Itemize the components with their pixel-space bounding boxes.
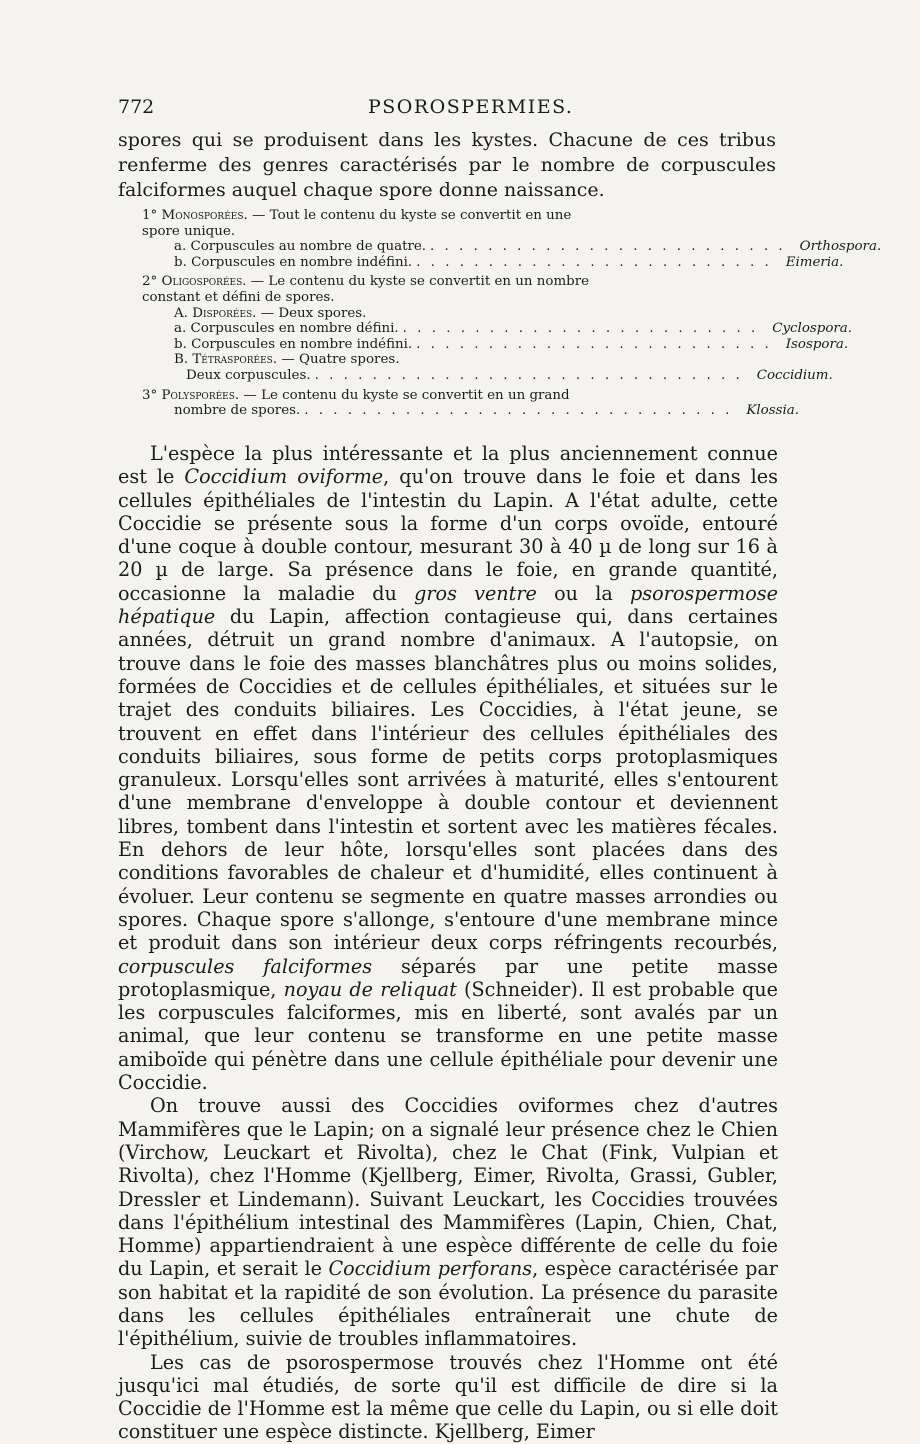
group-number: 2°: [142, 274, 158, 290]
classification-table: [140, 208, 882, 423]
group-name: Monosporées.: [161, 208, 248, 223]
intro-paragraph: [118, 128, 776, 203]
table-row: [140, 254, 844, 271]
leader-dots: . . . . . . . . . . . . . . . . . . . . . . . . .: [416, 336, 772, 352]
subgroup-tetrasporees: B. Tétrasporées. — Quatre spores.: [174, 352, 400, 368]
page-number: 772: [118, 96, 155, 118]
row-label: b. Corpuscules en nombre indéfini.: [174, 336, 413, 352]
genus-name: Isospora.: [785, 336, 849, 352]
table-row: [140, 367, 833, 384]
genus-name: Coccidium.: [756, 367, 833, 383]
leader-dots: . . . . . . . . . . . . . . . . . . . . . . . . .: [430, 239, 786, 255]
group-name: Oligosporées.: [161, 274, 247, 290]
leader-dots: . . . . . . . . . . . . . . . . . . . . . . . . .: [402, 321, 759, 337]
row-label: b. Corpuscules en nombre indéfini.: [174, 254, 413, 270]
group-number: 3°: [142, 387, 158, 403]
genus-name: Cyclospora.: [772, 321, 853, 337]
page-header: [118, 96, 778, 124]
body-text: [118, 442, 778, 1444]
group-oligosporees: [140, 274, 853, 383]
group-description: — Tout le contenu du kyste se convertit en une spore unique.: [142, 208, 572, 239]
group-description: — Le contenu du kyste se convertit en un grand: [243, 387, 570, 403]
table-row: [140, 403, 800, 419]
group-polysporees: [140, 387, 800, 419]
leader-dots: . . . . . . . . . . . . . . . . . . . . . . . . . . . . . .: [314, 367, 743, 383]
subgroup-disporees: A. Disporées. — Deux spores.: [174, 305, 367, 321]
leader-dots: . . . . . . . . . . . . . . . . . . . . . . . . . . . . . .: [304, 403, 733, 419]
running-head: PSOROSPERMIES.: [368, 96, 574, 118]
row-label: Deux corpuscules.: [186, 367, 311, 383]
paragraph-mammiferes: On trouve aussi des Coccidies oviformes chez d'autres Mammifères que le Lapin; on a signalé leur présence chez le Chien (Virchow, Leuckart et Rivolta), chez le Chat (Fink, Vulpian et Rivolta), chez l'Homme (Kjellberg, Eimer, Rivolta, Grassi, Gubler, Dressler et Lindemann). Suivant Leuckart, les Coccidies trouvées dans l'épithélium intestinal des Mammifères (Lapin, Chien, Chat, Homme) appartiendraient à une espèce différente de celle du foie du Lapin, et serait le Coccidium perforans, espèce caractérisée par son habitat et la rapidité de son évolution. La présence du parasite dans les cellules épithéliales entraînerait une chute de l'épithélium, suivie de troubles inflammatoires.: [118, 1094, 778, 1351]
table-row: [140, 321, 853, 337]
group-monosporees: [140, 208, 882, 270]
table-row: [140, 239, 882, 255]
paragraph-coccidium-oviforme: L'espèce la plus intéressante et la plus anciennement connue est le Coccidium oviforme, qu'on trouve dans le foie et dans les cellules épithéliales de l'intestin du Lapin. A l'état adulte, cette Coccidie se présente sous la forme d'un corps ovoïde, entouré d'une coque à double contour, mesurant 30 à 40 µ de long sur 16 à 20 µ de large. Sa présence dans le foie, en grande quantité, occasionne la maladie du gros ventre ou la psorospermose hépatique du Lapin, affection contagieuse qui, dans certaines années, détruit un grand nombre d'animaux. A l'autopsie, on trouve dans le foie des masses blanchâtres plus ou moins solides, formées de Coccidies et de cellules épithéliales, et situées sur le trajet des conduits biliaires. Les Coccidies, à l'état jeune, se trouvent en effet dans l'intérieur des cellules épithéliales des conduits biliaires, sous forme de petits corps protoplasmiques granuleux. Lorsqu'elles sont arrivées à maturité, elles s'entourent d'une membrane d'enveloppe à double contour et deviennent libres, tombent dans l'intestin et sortent avec les matières fécales. En dehors de leur hôte, lorsqu'elles sont placées dans des conditions favorables de chaleur et d'humidité, elles continuent à évoluer. Leur contenu se segmente en quatre masses arrondies ou spores. Chaque spore s'allonge, s'entoure d'une membrane mince et produit dans son intérieur deux corps réfringents recourbés, corpuscules falciformes séparés par une petite masse protoplasmique, noyau de reliquat (Schneider). Il est probable que les corpuscules falciformes, mis en liberté, sont avalés par un animal, que leur contenu se transforme en une petite masse amiboïde qui pénètre dans une cellule épithéliale pour devenir une Coccidie.: [118, 442, 779, 1095]
paragraph-psorospermose: Les cas de psorospermose trouvés chez l'Homme ont été jusqu'ici mal étudiés, de sorte qu'il est difficile de dire si la Coccidie de l'Homme est la même que celle du Lapin, ou si elle doit constituer une espèce distincte. Kjellberg, Eimer: [118, 1350, 778, 1444]
genus-name: Eimeria.: [785, 254, 844, 270]
row-label: a. Corpuscules en nombre défini.: [174, 321, 399, 337]
row-label: a. Corpuscules au nombre de quatre.: [174, 239, 427, 255]
group-name: Polysporées.: [161, 387, 240, 403]
genus-name: Klossia.: [746, 403, 800, 419]
genus-name: Orthospora.: [799, 239, 882, 255]
group-number: 1°: [142, 208, 158, 223]
group-description: — Le contenu du kyste se convertit en un nombre constant et défini de spores.: [142, 274, 590, 305]
leader-dots: . . . . . . . . . . . . . . . . . . . . . . . . .: [416, 254, 772, 270]
row-label: nombre de spores.: [174, 403, 301, 419]
intro-text: spores qui se produisent dans les kystes. Chacune de ces tribus renferme des genres caractérisés par le nombre de corpuscules falciformes auquel chaque spore donne naissance.: [118, 129, 776, 201]
table-row: [140, 336, 849, 353]
